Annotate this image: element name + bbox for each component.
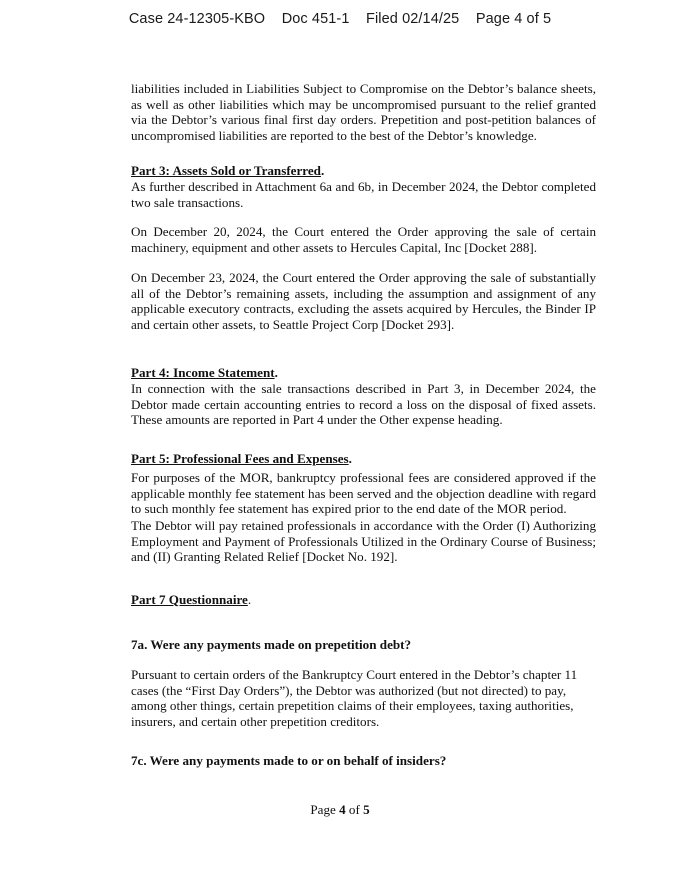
question-7a: 7a. Were any payments made on prepetition debt? <box>131 637 412 652</box>
part3-paragraph-2: On December 20, 2024, the Court entered the Order approving the sale of certain machinery, equipment and other assets to Hercules Capital, Inc [Docket 288]. <box>131 224 596 255</box>
part3-heading-punct: . <box>320 163 325 178</box>
part5-paragraph-2: The Debtor will pay retained professionals in accordance with the Order (I) Authorizing Employment and Payment of Professionals Utilized in the Ordinary Course of Business; and (II) Granting Related Relief [Docket No. 192]. <box>131 518 596 565</box>
footer-page-word: Page <box>310 802 336 817</box>
part3-paragraph-1: As further described in Attachment 6a and 6b, in December 2024, the Debtor completed two sale transactions. <box>131 179 596 210</box>
part5-heading-punct: . <box>348 451 352 466</box>
footer-current-page: 4 <box>339 802 346 817</box>
footer-total-pages: 5 <box>363 802 370 817</box>
part7-heading <box>131 592 251 608</box>
page-footer <box>0 802 680 818</box>
part3-paragraph-3: On December 23, 2024, the Court entered the Order approving the sale of substantially all of the Debtor’s remaining assets, including the assumption and assignment of any applicable executory contracts, excluding the assets acquired by Hercules, the Binder IP and certain other assets, to Seattle Project Corp [Docket 293]. <box>131 270 596 332</box>
case-number: Case 24-12305-KBO <box>128 11 266 27</box>
part4-heading <box>131 365 278 381</box>
footer-of-word: of <box>348 802 360 817</box>
part4-heading-punct: . <box>274 365 278 380</box>
case-header <box>0 11 680 27</box>
part5-heading-text: Part 5: Professional Fees and Expenses <box>131 451 349 466</box>
part3-heading-text: Part 3: Assets Sold or Transferred <box>131 163 321 178</box>
header-page-number: Page 4 of 5 <box>475 11 552 27</box>
answer-7a: Pursuant to certain orders of the Bankruptcy Court entered in the Debtor’s chapter 11 cases (the “First Day Orders”), the Debtor was authorized (but not directed) to pay, among other things, certain prepetition claims of their employees, taxing authorities, insurers, and certain other prepetition creditors. <box>131 667 578 729</box>
part5-paragraph-1: For purposes of the MOR, bankruptcy professional fees are considered approved if the applicable monthly fee statement has been served and the objection deadline with regard to such monthly fee statement has expired prior to the end date of the MOR period. <box>131 470 596 517</box>
intro-paragraph: liabilities included in Liabilities Subject to Compromise on the Debtor’s balance sheets, as well as other liabilities which may be uncompromised pursuant to the relief granted via the Debtor’s various final first day orders. Prepetition and post-petition balances of uncompromised liabilities are reported to the best of the Debtor’s knowledge. <box>131 81 596 143</box>
part7-heading-punct: . <box>247 592 252 607</box>
part4-heading-text: Part 4: Income Statement <box>131 365 275 380</box>
part4-paragraph-1: In connection with the sale transactions described in Part 3, in December 2024, the Debtor made certain accounting entries to record a loss on the disposal of fixed assets. These amounts are reported in Part 4 under the Other expense heading. <box>131 381 596 428</box>
question-7c: 7c. Were any payments made to or on behalf of insiders? <box>131 753 447 768</box>
docket-number: Doc 451-1 <box>281 11 350 27</box>
part5-heading <box>131 451 352 467</box>
part3-heading <box>131 163 324 179</box>
part7-heading-text: Part 7 Questionnaire <box>131 592 248 607</box>
filed-date: Filed 02/14/25 <box>366 11 460 27</box>
